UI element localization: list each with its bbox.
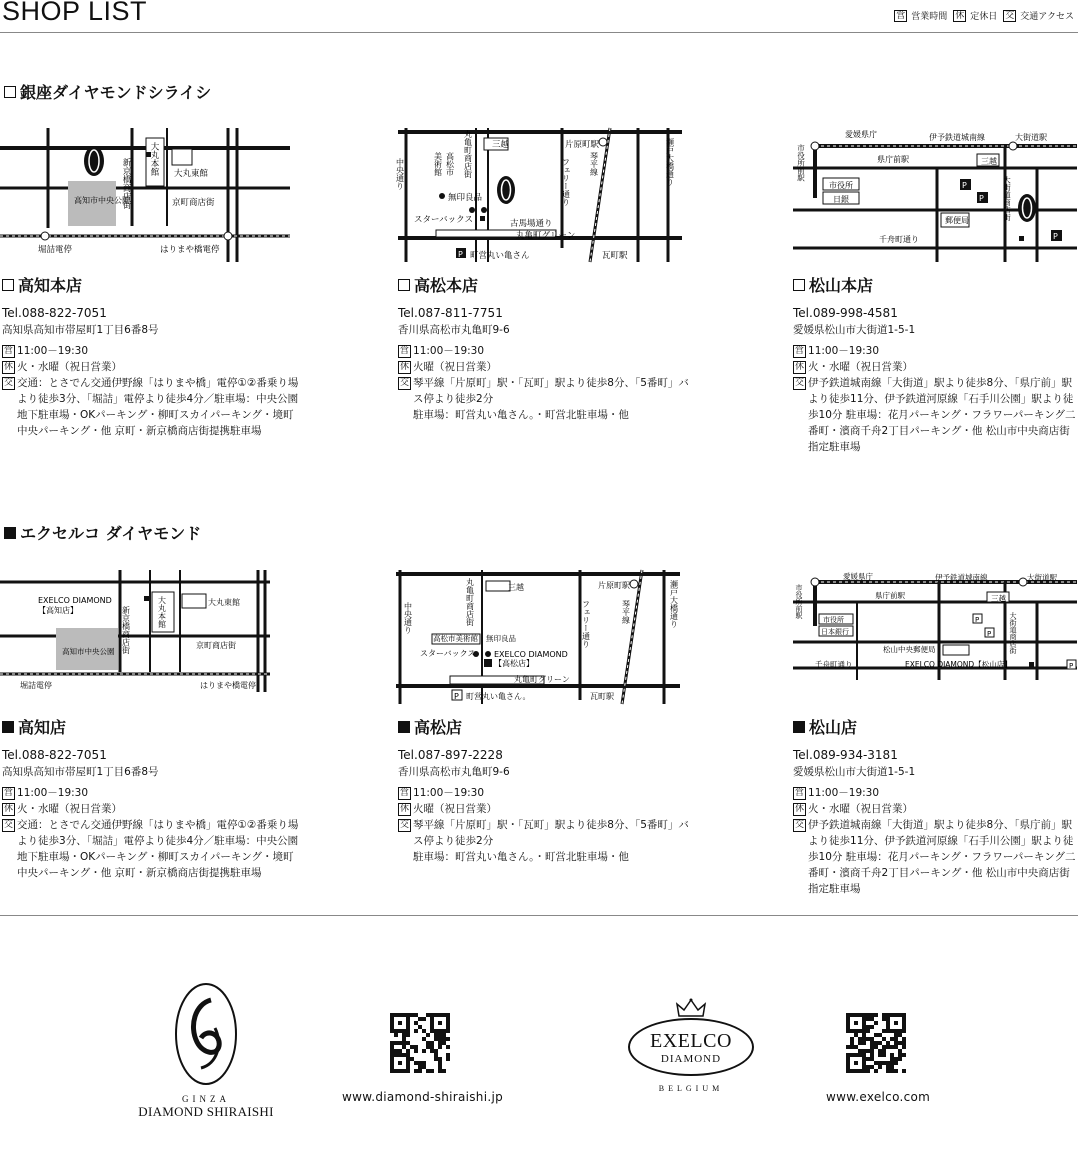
access-row bbox=[2, 817, 302, 881]
map-takamatsu-honten bbox=[395, 128, 688, 262]
map-label: 瓦町駅 bbox=[602, 251, 628, 261]
hours-text: 11:00－19:30 bbox=[413, 787, 485, 799]
access-tag: 交 bbox=[795, 820, 805, 830]
map-label: 千舟町通り bbox=[879, 235, 919, 244]
legend-label: 営業時間 bbox=[911, 12, 948, 22]
access-text: 伊予鉄道城南線「大街道」駅より徒歩8分、「県庁前」駅より徒歩11分、伊予鉄道河原線「石手川公園」駅より徒歩10分 駐車場：花月パーキング・フラワーパーキング二番町・濱商千舟2丁目パーキング・他 松山市中央商店街指定駐車場 bbox=[808, 377, 1076, 453]
brand-name: 銀座ダイヤモンドシライシ bbox=[20, 83, 212, 102]
parking-icon: P bbox=[1053, 232, 1058, 241]
map-label: 琴平線 bbox=[589, 152, 599, 176]
map-matsuyama-honten bbox=[793, 128, 1077, 262]
access-tag: 交 bbox=[400, 378, 410, 388]
access-tag: 交 bbox=[4, 820, 14, 830]
closed-row bbox=[398, 801, 698, 817]
map-label: 丸亀町グリーン bbox=[514, 675, 570, 684]
parking-row bbox=[398, 849, 698, 865]
store-takamatsu-exelco bbox=[398, 715, 698, 865]
closed-text: 火・水曜（祝日営業） bbox=[808, 361, 914, 373]
store-address: 高知県高知市帯屋町1丁目6番8号 bbox=[2, 766, 159, 778]
open-square-icon bbox=[398, 279, 410, 291]
access-text: 交通：とさでん交通伊野線「はりまや橋」電停①②番乗り場より徒歩3分、「堀詰」電停より徒歩4分／駐車場：中央公園地下駐車場・OKパーキング・柳町スカイパーキング・境町中央パーキング・他 京町・新京橋商店街提携駐車場 bbox=[17, 819, 299, 879]
map-label: 千舟町通り bbox=[815, 660, 853, 669]
store-title: 高松本店 bbox=[414, 276, 479, 295]
map-label: 市役所前駅 bbox=[795, 584, 803, 619]
closed-text: 火・水曜（祝日営業） bbox=[17, 803, 123, 815]
hours-tag: 営 bbox=[400, 346, 410, 356]
access-row bbox=[398, 817, 698, 849]
map-label: 瓦町駅 bbox=[590, 692, 614, 701]
parking-text: 駐車場：町営丸い亀さん。・町営北駐車場・他 bbox=[413, 409, 629, 421]
map-label: 日銀 bbox=[833, 195, 849, 204]
hours-row bbox=[793, 785, 1079, 801]
hours-text: 11:00－19:30 bbox=[808, 787, 880, 799]
map-label: 伊予鉄道城南線 bbox=[929, 133, 985, 142]
map-label: 大街道駅 bbox=[1027, 573, 1057, 582]
store-name bbox=[2, 273, 302, 296]
map-label: 高松市 bbox=[445, 152, 455, 176]
store-kochi-honten bbox=[2, 273, 302, 439]
hours-text: 11:00－19:30 bbox=[17, 345, 89, 357]
store-title: 松山本店 bbox=[809, 276, 874, 295]
map-label: 郵便局 bbox=[945, 216, 969, 225]
map-label: 日本銀行 bbox=[821, 628, 849, 636]
store-address: 愛媛県松山市大街道1-5-1 bbox=[793, 324, 916, 336]
hours-tag: 営 bbox=[896, 10, 906, 21]
section-heading-exelco bbox=[4, 521, 201, 544]
access-row bbox=[793, 817, 1079, 897]
hours-row bbox=[2, 343, 302, 359]
access-text: 琴平線「片原町」駅・「瓦町」駅より徒歩8分、「5番町」バス停より徒歩2分 bbox=[413, 377, 689, 405]
closed-row bbox=[793, 801, 1079, 817]
map-label: 三越 bbox=[981, 157, 997, 166]
map-label: スターバックス bbox=[420, 649, 476, 658]
map-label: 丸亀町商店街 bbox=[463, 130, 473, 178]
map-label: 松山中央郵便局 bbox=[883, 645, 936, 654]
store-takamatsu-honten bbox=[398, 273, 698, 423]
hours-row bbox=[398, 343, 698, 359]
map-kochi-exelco bbox=[0, 570, 270, 692]
legend-closed bbox=[953, 9, 997, 22]
access-tag: 交 bbox=[400, 820, 410, 830]
hours-tag: 営 bbox=[4, 346, 14, 356]
qr-module bbox=[446, 1069, 450, 1073]
parking-icon: P bbox=[962, 181, 967, 190]
map-label: 高松市美術館 bbox=[433, 634, 478, 643]
exelco-website-link[interactable]: www.exelco.com bbox=[826, 1090, 931, 1104]
hours-tag: 営 bbox=[4, 788, 14, 798]
store-title: 高松店 bbox=[414, 718, 463, 737]
qr-code-shiraishi[interactable] bbox=[390, 1013, 450, 1073]
access-text: 琴平線「片原町」駅・「瓦町」駅より徒歩8分、「5番町」バス停より徒歩2分 bbox=[413, 819, 689, 847]
closed-tag: 休 bbox=[4, 804, 14, 814]
parking-icon: P bbox=[1069, 662, 1074, 670]
hours-tag: 営 bbox=[795, 346, 805, 356]
parking-row bbox=[398, 407, 698, 423]
map-label: 町営丸い亀さん bbox=[470, 251, 530, 261]
open-square-icon bbox=[4, 86, 16, 98]
parking-icon: P bbox=[458, 250, 463, 259]
access-tag: 交 bbox=[4, 378, 14, 388]
store-title: 高知本店 bbox=[18, 276, 83, 295]
map-label: 三越 bbox=[991, 594, 1006, 603]
closed-tag: 休 bbox=[400, 804, 410, 814]
map-label: 大丸本館 bbox=[149, 142, 159, 176]
filled-square-icon bbox=[398, 721, 410, 733]
map-label: EXELCO DIAMOND bbox=[38, 596, 112, 605]
logo-text-belgium: BELGIUM bbox=[658, 1084, 724, 1093]
store-address: 高知県高知市帯屋町1丁目6番8号 bbox=[2, 324, 159, 336]
map-label: EXELCO DIAMOND【松山店】 bbox=[905, 660, 1012, 669]
parking-icon: P bbox=[975, 616, 980, 624]
exelco-oval bbox=[628, 1018, 754, 1076]
open-square-icon bbox=[793, 279, 805, 291]
closed-text: 火曜（祝日営業） bbox=[413, 361, 498, 373]
parking-icon: P bbox=[979, 194, 984, 203]
closed-row bbox=[2, 359, 302, 375]
map-label: 丸亀町グリーン bbox=[516, 231, 576, 241]
map-label: 中央通り bbox=[395, 158, 405, 190]
access-row bbox=[398, 375, 698, 407]
map-label: 片原町駅 bbox=[598, 581, 630, 590]
map-label: 新京橋商店街 bbox=[121, 606, 131, 654]
map-label: はりまや橋電停 bbox=[200, 681, 256, 690]
map-label: 高知市中央公園 bbox=[74, 196, 130, 205]
logo-text-diamond: DIAMOND bbox=[660, 1053, 722, 1065]
map-label: 美術館 bbox=[433, 152, 443, 176]
legend-label: 交通アクセス bbox=[1020, 12, 1074, 22]
map-label: 古馬場通り bbox=[510, 219, 553, 229]
header-divider bbox=[0, 32, 1078, 33]
map-label: 京町商店街 bbox=[172, 198, 215, 208]
store-tel: Tel.087-811-7751 bbox=[398, 306, 503, 320]
store-name bbox=[398, 715, 698, 738]
page-title: SHOP LIST bbox=[2, 0, 148, 26]
store-address: 愛媛県松山市大街道1-5-1 bbox=[793, 766, 916, 778]
open-square-icon bbox=[2, 279, 14, 291]
store-name bbox=[793, 715, 1079, 738]
map-label: 堀詰電停 bbox=[20, 681, 52, 690]
store-tel: Tel.088-822-7051 bbox=[2, 306, 107, 320]
map-label: 県庁前駅 bbox=[877, 155, 909, 164]
map-label: 愛媛県庁 bbox=[845, 130, 877, 139]
map-label: 無印良品 bbox=[448, 193, 483, 203]
access-row bbox=[793, 375, 1079, 455]
map-label: 市役所 bbox=[829, 181, 853, 190]
map-label: スターバックス bbox=[414, 215, 473, 225]
map-label: 新京橋商店街 bbox=[121, 158, 131, 209]
map-label: 三越 bbox=[508, 583, 524, 592]
hours-tag: 営 bbox=[795, 788, 805, 798]
hours-tag: 営 bbox=[400, 788, 410, 798]
map-label: 瀬戸大橋通り bbox=[669, 580, 679, 628]
map-label: 大街道駅 bbox=[1015, 133, 1047, 142]
map-label: 丸亀町商店街 bbox=[465, 578, 475, 626]
map-label: 堀詰電停 bbox=[38, 245, 73, 255]
map-label: 瀬戸大橋通り bbox=[665, 138, 675, 186]
logo-text-ginza: GINZA bbox=[182, 1094, 230, 1104]
closed-row bbox=[793, 359, 1079, 375]
closed-tag: 休 bbox=[795, 804, 805, 814]
map-label: 愛媛県庁 bbox=[843, 572, 873, 581]
section-heading-shiraishi bbox=[4, 80, 211, 103]
hours-text: 11:00－19:30 bbox=[17, 787, 89, 799]
parking-text: 駐車場：町営丸い亀さん。・町営北駐車場・他 bbox=[413, 851, 629, 863]
closed-tag: 休 bbox=[955, 10, 965, 21]
qr-code-exelco[interactable] bbox=[846, 1013, 906, 1073]
store-title: 高知店 bbox=[18, 718, 67, 737]
store-name bbox=[793, 273, 1079, 296]
store-kochi-exelco bbox=[2, 715, 302, 881]
closed-tag: 休 bbox=[4, 362, 14, 372]
filled-square-icon bbox=[4, 527, 16, 539]
store-tel: Tel.087-897-2228 bbox=[398, 748, 503, 762]
hours-row bbox=[2, 785, 302, 801]
crown-icon bbox=[676, 998, 706, 1018]
exelco-logo bbox=[626, 998, 756, 1093]
map-label: 大街道商店街 bbox=[1002, 176, 1012, 221]
filled-square-icon bbox=[793, 721, 805, 733]
legend-label: 定休日 bbox=[970, 12, 998, 22]
map-label: 町営丸い亀さん。 bbox=[466, 692, 531, 701]
map-kochi-honten bbox=[0, 128, 290, 262]
shiraishi-website-link[interactable]: www.diamond-shiraishi.jp bbox=[342, 1090, 504, 1104]
hours-row bbox=[793, 343, 1079, 359]
store-tel: Tel.089-934-3181 bbox=[793, 748, 898, 762]
store-name bbox=[398, 273, 698, 296]
map-label: 【高知店】 bbox=[38, 606, 78, 615]
map-label: 市役所前駅 bbox=[796, 144, 806, 182]
map-label: はりまや橋電停 bbox=[160, 245, 220, 255]
closed-row bbox=[2, 801, 302, 817]
map-label: 無印良品 bbox=[486, 634, 516, 643]
filled-square-icon bbox=[2, 721, 14, 733]
legend-access bbox=[1003, 9, 1074, 22]
map-label: 大丸本館 bbox=[157, 596, 167, 628]
logo-text-brand: DIAMOND SHIRAISHI bbox=[138, 1104, 274, 1119]
logo-text-exelco: EXELCO bbox=[650, 1030, 732, 1052]
hours-text: 11:00－19:30 bbox=[808, 345, 880, 357]
qr-module bbox=[902, 1069, 906, 1073]
map-label: 京町商店街 bbox=[196, 641, 236, 650]
map-label: 大丸東館 bbox=[208, 598, 240, 607]
store-name bbox=[2, 715, 302, 738]
access-text: 伊予鉄道城南線「大街道」駅より徒歩8分、「県庁前」駅より徒歩11分、伊予鉄道河原線「石手川公園」駅より徒歩10分 駐車場：花月パーキング・フラワーパーキング二番町・濱商千舟2丁目パーキング・他 松山市中央商店街指定駐車場 bbox=[808, 819, 1076, 895]
closed-text: 火曜（祝日営業） bbox=[413, 803, 498, 815]
hours-row bbox=[398, 785, 698, 801]
store-tel: Tel.088-822-7051 bbox=[2, 748, 107, 762]
map-label: 三越 bbox=[492, 140, 510, 150]
map-label: 高知市中央公園 bbox=[62, 647, 115, 656]
parking-icon: P bbox=[454, 692, 459, 701]
shiraishi-logo bbox=[130, 982, 282, 1120]
access-row bbox=[2, 375, 302, 439]
legend-hours bbox=[894, 9, 947, 22]
map-label: 市役所 bbox=[823, 616, 844, 624]
shiraishi-emblem-icon bbox=[171, 982, 241, 1094]
store-title: 松山店 bbox=[809, 718, 858, 737]
legend bbox=[894, 9, 1074, 22]
map-label: 【高松店】 bbox=[494, 659, 534, 668]
store-matsuyama-exelco bbox=[793, 715, 1079, 897]
closed-text: 火・水曜（祝日営業） bbox=[17, 361, 123, 373]
map-label: フェリー通り bbox=[581, 600, 591, 648]
closed-text: 火・水曜（祝日営業） bbox=[808, 803, 914, 815]
map-label: 伊予鉄道城南線 bbox=[935, 573, 988, 582]
footer-divider bbox=[0, 915, 1078, 916]
map-label: フェリー通り bbox=[561, 158, 571, 206]
map-matsuyama-exelco bbox=[793, 570, 1077, 680]
hours-text: 11:00－19:30 bbox=[413, 345, 485, 357]
map-label: 大街道商店街 bbox=[1009, 612, 1017, 654]
closed-tag: 休 bbox=[795, 362, 805, 372]
map-label: 大丸東館 bbox=[174, 169, 209, 179]
store-tel: Tel.089-998-4581 bbox=[793, 306, 898, 320]
map-label: 中央通り bbox=[403, 602, 413, 634]
map-label: 琴平線 bbox=[621, 600, 631, 624]
map-takamatsu-exelco bbox=[396, 570, 684, 704]
closed-tag: 休 bbox=[400, 362, 410, 372]
map-label: EXELCO DIAMOND bbox=[494, 650, 568, 659]
brand-name: エクセルコ ダイヤモンド bbox=[20, 524, 202, 543]
access-tag: 交 bbox=[795, 378, 805, 388]
store-address: 香川県高松市丸亀町9-6 bbox=[398, 324, 510, 336]
map-label: 片原町駅 bbox=[565, 140, 600, 150]
access-text: 交通：とさでん交通伊野線「はりまや橋」電停①②番乗り場より徒歩3分、「堀詰」電停より徒歩4分／駐車場：中央公園地下駐車場・OKパーキング・柳町スカイパーキング・境町中央パーキング・他 京町・新京橋商店街提携駐車場 bbox=[17, 377, 299, 437]
parking-icon: P bbox=[987, 630, 992, 638]
store-address: 香川県高松市丸亀町9-6 bbox=[398, 766, 510, 778]
access-tag: 交 bbox=[1005, 10, 1015, 21]
map-label: 県庁前駅 bbox=[875, 591, 905, 600]
store-matsuyama-honten bbox=[793, 273, 1079, 455]
closed-row bbox=[398, 359, 698, 375]
